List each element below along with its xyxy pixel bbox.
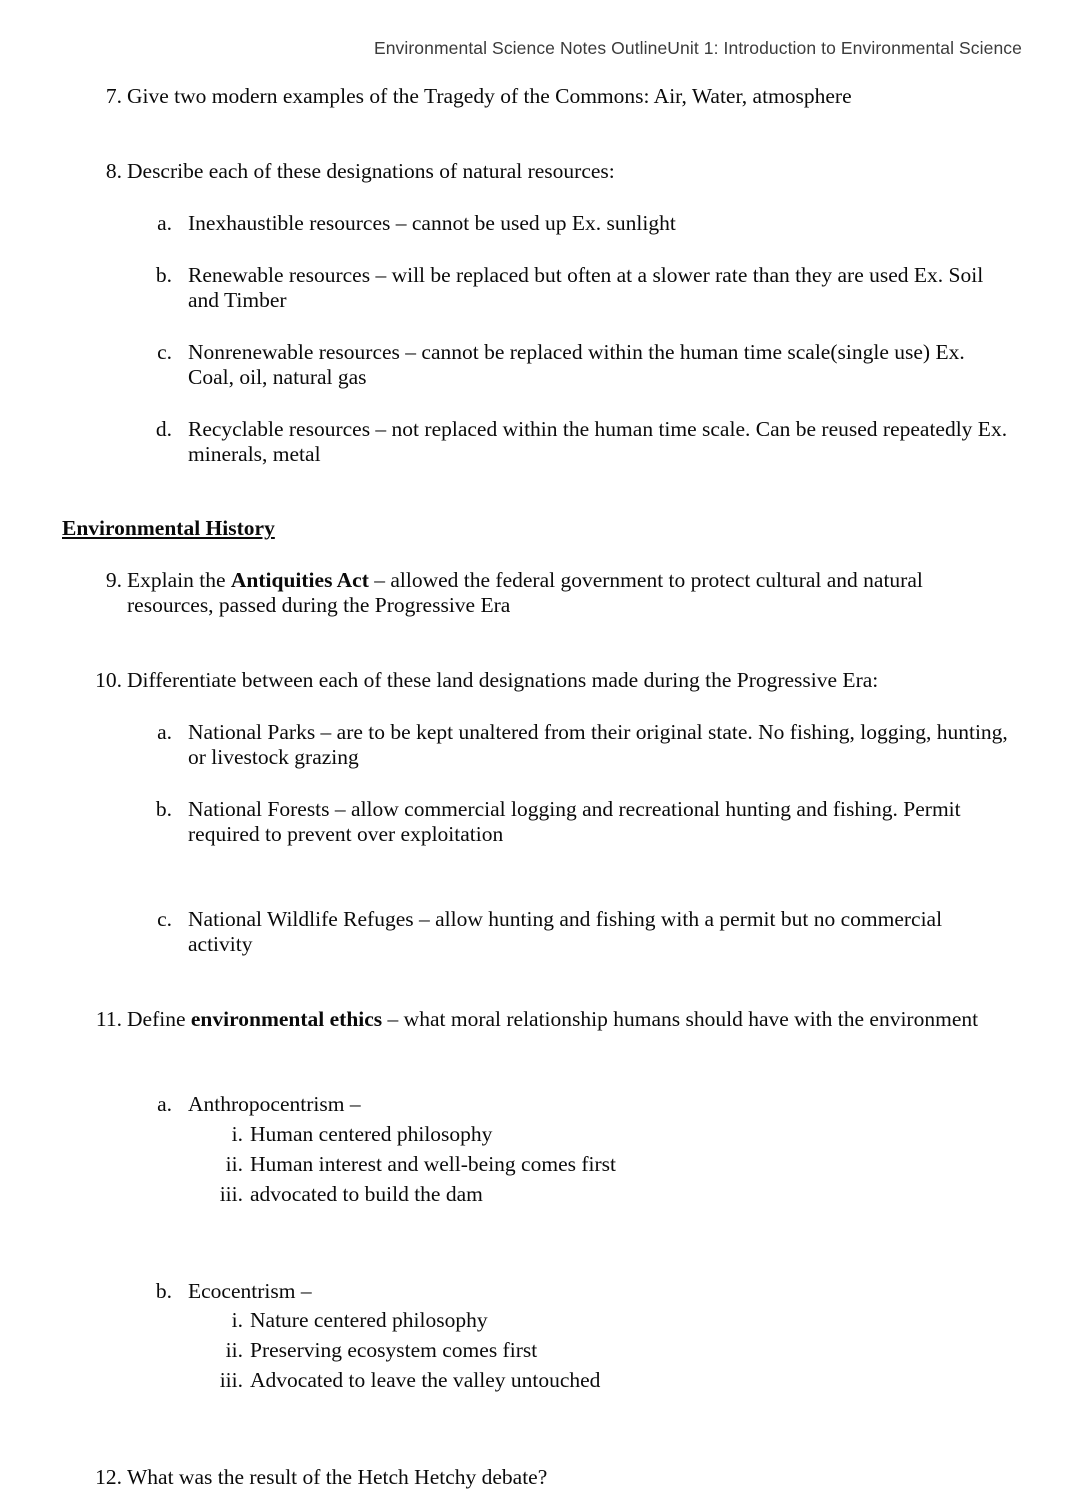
list-item-text: National Forests – allow commercial logging and recreational hunting and fishing. Permit required to prevent over exploitation (188, 797, 961, 846)
list-item-8b (0, 263, 1080, 313)
text-segment: Define (127, 1006, 191, 1031)
list-item-text: Nonrenewable resources – cannot be replaced within the human time scale(single use) Ex. Coal, oil, natural gas (188, 339, 965, 389)
list-item-text: Nature centered philosophy (250, 1308, 488, 1333)
list-item-8 (0, 159, 1080, 184)
list-item-text: Advocated to leave the valley untouched (250, 1368, 601, 1393)
list-item-text: Inexhaustible resources – cannot be used up Ex. sunlight (188, 210, 676, 235)
list-marker: 12. (95, 1465, 122, 1490)
list-marker: c. (157, 339, 172, 364)
list-item-7 (0, 84, 1080, 109)
list-marker: 10. (95, 668, 122, 693)
list-item-text: Give two modern examples of the Tragedy of the Commons: Air, Water, atmosphere (127, 84, 852, 108)
list-marker: b. (155, 262, 172, 287)
list-item-text: Renewable resources – will be replaced but often at a slower rate than they are used Ex. Soil and Timber (188, 262, 984, 312)
list-marker: a. (157, 1091, 172, 1116)
list-item-text: Differentiate between each of these land designations made during the Progressive Era: (127, 668, 879, 693)
running-header: Environmental Science Notes OutlineUnit 1: Introduction to Environmental Science (373, 38, 1022, 58)
list-item-text: National Wildlife Refuges – allow hunting and fishing with a permit but no commercial activity (188, 906, 943, 956)
bold-term: environmental ethics (190, 1006, 383, 1031)
list-item-11a-ii (0, 1152, 1080, 1177)
list-item-11a (0, 1092, 1080, 1117)
list-item-text: Human interest and well-being comes first (250, 1151, 616, 1176)
bold-term: Antiquities Act (230, 568, 369, 593)
list-item-11b-iii (0, 1368, 1080, 1393)
list-item-10b (0, 797, 1080, 847)
list-marker: ii. (225, 1338, 243, 1363)
list-item-text: Anthropocentrism – (188, 1091, 361, 1116)
list-marker: a. (157, 720, 172, 745)
list-item-8a (0, 211, 1080, 236)
list-item-10a (0, 720, 1080, 770)
document-body (0, 84, 1080, 1490)
list-item-8d (0, 417, 1080, 467)
list-item-text: Describe each of these designations of natural resources: (127, 158, 615, 183)
list-item-9 (0, 568, 1080, 618)
list-item-text: advocated to build the dam (250, 1181, 483, 1206)
list-marker: 11. (95, 1006, 122, 1031)
list-marker: d. (155, 416, 172, 441)
list-item-text: Ecocentrism – (188, 1278, 312, 1303)
list-item-text (127, 568, 1011, 618)
section-heading-environmental-history: Environmental History (62, 516, 275, 541)
list-marker: ii. (225, 1151, 243, 1176)
list-item-text: Preserving ecosystem comes first (250, 1338, 538, 1363)
list-item-11b-i (0, 1308, 1080, 1333)
list-item-10c (0, 907, 1080, 957)
list-marker: iii. (219, 1368, 243, 1393)
list-item-11 (0, 1007, 1080, 1032)
list-item-11a-i (0, 1122, 1080, 1147)
list-marker: b. (155, 1278, 172, 1303)
list-marker: a. (157, 210, 172, 235)
list-item-11a-iii (0, 1182, 1080, 1207)
list-item-text: Human centered philosophy (250, 1121, 493, 1146)
list-item-text (127, 1007, 1011, 1032)
list-item-text: Recyclable resources – not replaced within the human time scale. Can be reused repeatedly Ex. minerals, metal (188, 416, 1008, 466)
list-item-11b (0, 1279, 1080, 1304)
list-item-8c (0, 340, 1080, 390)
list-item-12 (0, 1465, 1080, 1490)
list-item-text: National Parks – are to be kept unaltered from their original state. No fishing, logging, hunting, or livestock grazing (188, 720, 1008, 770)
list-item-10 (0, 668, 1080, 693)
list-marker: i. (231, 1121, 243, 1146)
list-marker: iii. (219, 1181, 243, 1206)
list-item-text: What was the result of the Hetch Hetchy debate? (127, 1465, 548, 1490)
text-segment: Explain the (127, 568, 231, 593)
list-item-11b-ii (0, 1338, 1080, 1363)
list-marker: c. (157, 906, 172, 931)
list-marker: b. (155, 797, 172, 822)
list-marker: 7. (105, 84, 122, 108)
list-marker: 9. (105, 568, 122, 593)
list-marker: i. (231, 1308, 243, 1333)
list-marker: 8. (105, 158, 122, 183)
text-segment: – what moral relationship humans should have with the environment (382, 1006, 979, 1031)
text-segment: – allowed the federal government to protect cultural and natural resources, passed during the Progressive Era (127, 568, 923, 618)
